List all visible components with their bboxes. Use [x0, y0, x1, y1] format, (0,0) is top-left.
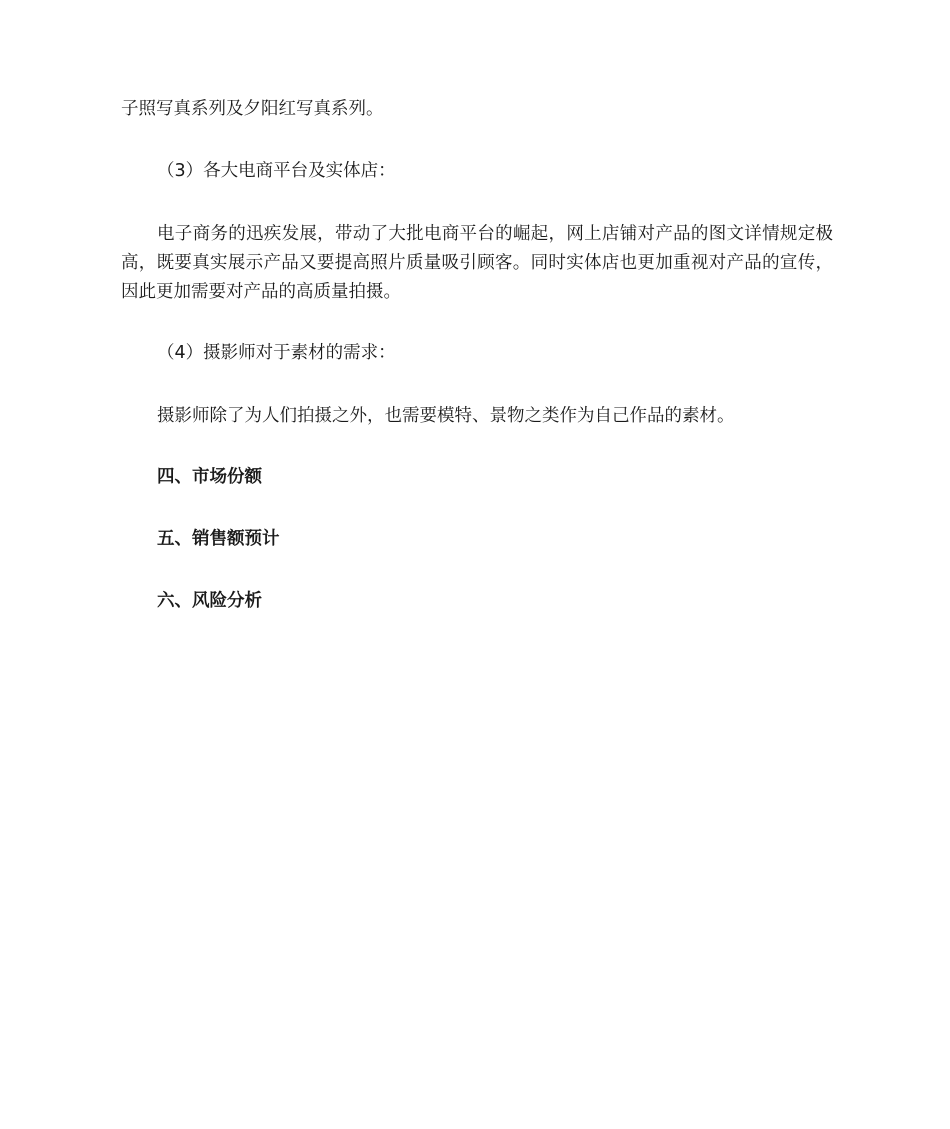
- section-5-heading: 五、销售额预计: [157, 529, 280, 549]
- continuation-line: 子照写真系列及夕阳红写真系列。: [121, 99, 384, 119]
- item-4-paragraph: 摄影师除了为人们拍摄之外，也需要模特、景物之类作为自己作品的素材。: [157, 406, 735, 426]
- item-3-heading: （3）各大电商平台及实体店：: [157, 161, 396, 181]
- item-3-paragraph: 电子商务的迅疾发展，带动了大批电商平台的崛起，网上店铺对产品的图文详情规定极高，既要真实展示产品又要提高照片质量吸引顾客。同时实体店也更加重视对产品的宣传，因此更加需要对产品的高质量拍摄。: [121, 224, 833, 302]
- section-4-heading: 四、市场份额: [157, 467, 262, 487]
- item-4-heading: （4）摄影师对于素材的需求：: [157, 343, 396, 363]
- section-6-heading: 六、风险分析: [157, 591, 262, 611]
